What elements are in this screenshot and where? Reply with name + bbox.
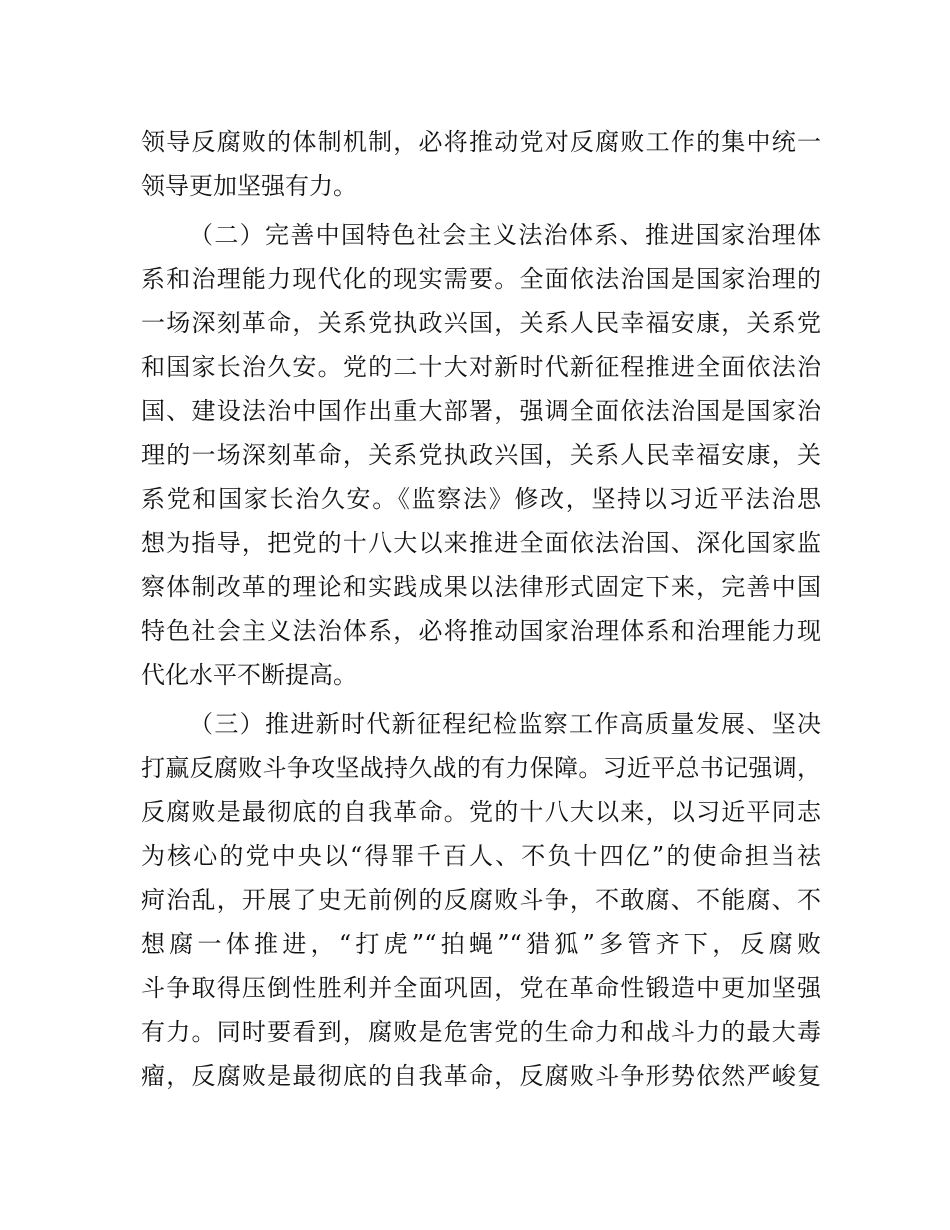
text-line: 想为指导，把党的十八大以来推进全面依法治国、深化国家监 [141,529,821,557]
text-line: 理的一场深刻革命，关系党执政兴国，关系人民幸福安康，关 [141,441,821,469]
text-line: 想腐一体推进，“打虎”“拍蝇”“猎狐”多管齐下，反腐败 [141,930,821,958]
text-line: 瘤，反腐败是最彻底的自我革命，反腐败斗争形势依然严峻复 [141,1062,821,1090]
section-heading-line: （二）完善中国特色社会主义法治体系、推进国家治理体 [189,221,821,249]
text-line: 斗争取得压倒性胜利并全面巩固，党在革命性锻造中更加坚强 [141,974,821,1002]
text-line: 系和治理能力现代化的现实需要。全面依法治国是国家治理的 [141,265,821,293]
text-line: 领导反腐败的体制机制，必将推动党对反腐败工作的集中统一 [141,128,821,156]
text-line: 特色社会主义法治体系，必将推动国家治理体系和治理能力现 [141,617,821,645]
text-line: 系党和国家长治久安。《监察法》修改，坚持以习近平法治思 [141,485,821,513]
paragraph-continuation [141,120,821,208]
paragraph-section-2 [141,213,821,697]
text-line: 和国家长治久安。党的二十大对新时代新征程推进全面依法治 [141,353,821,381]
text-line: 反腐败是最彻底的自我革命。党的十八大以来，以习近平同志 [141,798,821,826]
text-line: 察体制改革的理论和实践成果以法律形式固定下来，完善中国 [141,573,821,601]
text-line: 国、建设法治中国作出重大部署，强调全面依法治国是国家治 [141,397,821,425]
text-line: 代化水平不断提高。 [141,661,357,689]
section-heading-line: （三）推进新时代新征程纪检监察工作高质量发展、坚决 [189,710,821,738]
text-line: 一场深刻革命，关系党执政兴国，关系人民幸福安康，关系党 [141,309,821,337]
text-line: 有力。同时要看到，腐败是危害党的生命力和战斗力的最大毒 [141,1018,821,1046]
text-line: 打赢反腐败斗争攻坚战持久战的有力保障。习近平总书记强调， [141,754,821,782]
paragraph-section-3 [141,702,821,1098]
text-line: 疴治乱，开展了史无前例的反腐败斗争，不敢腐、不能腐、不 [141,886,821,914]
text-line: 领导更加坚强有力。 [141,172,357,200]
text-line: 为核心的党中央以“得罪千百人、不负十四亿”的使命担当祛 [141,842,821,870]
